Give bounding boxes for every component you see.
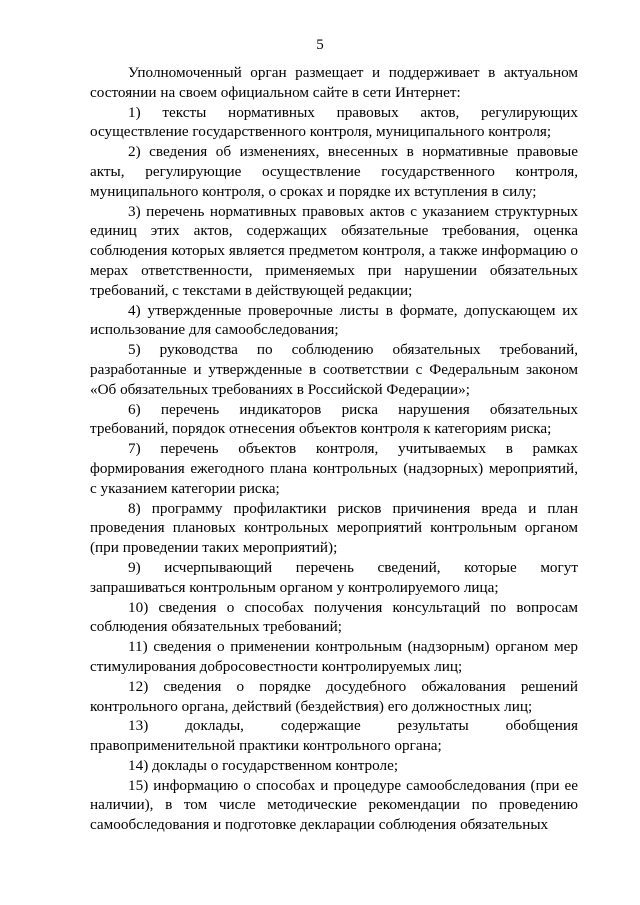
list-item-13: 13) доклады, содержащие результаты обобщения правоприменительной практики контрольного органа;: [90, 717, 578, 755]
list-item-11: 11) сведения о применении контрольным (надзорным) органом мер стимулирования добросовестности контролируемых лиц;: [90, 638, 578, 675]
list-item-14: 14) доклады о государственном контроле;: [128, 756, 399, 774]
list-item-9: 9) исчерпывающий перечень сведений, которые могут запрашиваться контрольным органом у контролируемого лица;: [90, 558, 578, 596]
page-number: 5: [316, 37, 324, 53]
document-body: [90, 63, 578, 835]
list-item-15: 15) информацию о способах и процедуре самообследования (при ее наличии), в том числе методические рекомендации по проведению самообследования и подготовке декларации соблюдения обязательных: [90, 776, 578, 834]
list-item-3: 3) перечень нормативных правовых актов с указанием структурных единиц этих актов, содержащих обязательные требования, оценка соблюдения которых является предметом контроля, а также информацию о мерах ответственности, применяемых при нарушении обязательных требований, с текстами в действующей редакции;: [90, 202, 578, 299]
list-item-6: 6) перечень индикаторов риска нарушения обязательных требований, порядок отнесения объектов контроля к категориям риска;: [90, 400, 578, 438]
intro-paragraph: Уполномоченный орган размещает и поддерживает в актуальном состоянии на своем официальном сайте в сети Интернет:: [90, 64, 578, 101]
list-item-2: 2) сведения об изменениях, внесенных в нормативные правовые акты, регулирующие осуществление государственного контроля, муниципального контроля, о сроках и порядке их вступления в силу;: [90, 143, 578, 200]
list-item-5: 5) руководства по соблюдению обязательных требований, разработанные и утвержденные в соответствии с Федеральным законом «Об обязательных требованиях в Российской Федерации»;: [90, 341, 578, 398]
list-item-12: 12) сведения о порядке досудебного обжалования решений контрольного органа, действий (бездействия) его должностных лиц;: [90, 677, 578, 715]
list-item-8: 8) программу профилактики рисков причинения вреда и план проведения плановых контрольных мероприятий контрольным органом (при проведении таких мероприятий);: [90, 499, 578, 557]
list-item-1: 1) тексты нормативных правовых актов, регулирующих осуществление государственного контроля, муниципального контроля;: [90, 103, 578, 141]
list-item-10: 10) сведения о способах получения консультаций по вопросам соблюдения обязательных требований;: [90, 598, 578, 636]
list-item-4: 4) утвержденные проверочные листы в формате, допускающем их использование для самообследования;: [90, 301, 578, 339]
list-item-7: 7) перечень объектов контроля, учитываемых в рамках формирования ежегодного плана контрольных (надзорных) мероприятий, с указанием категории риска;: [90, 440, 578, 497]
